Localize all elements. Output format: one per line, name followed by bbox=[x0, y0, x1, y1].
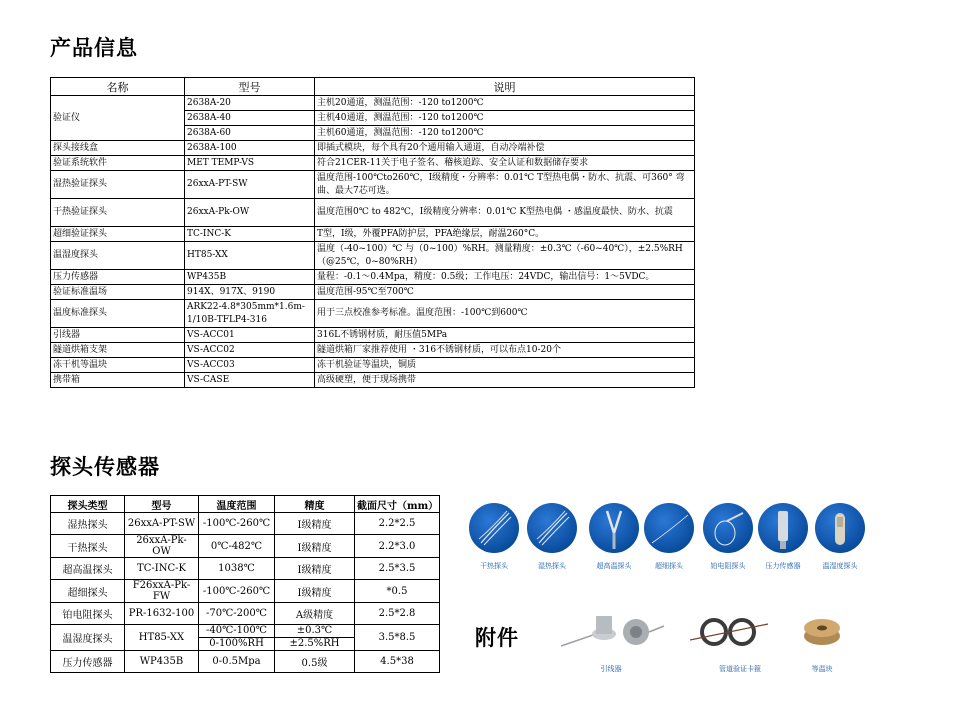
cell-range: -40℃-100℃ bbox=[199, 625, 275, 638]
cell-desc: 高级硬塑，便于现场携带 bbox=[315, 373, 695, 388]
pipe-clamp-icon bbox=[690, 614, 770, 652]
table-row bbox=[51, 270, 695, 285]
cell-model: 26xxA-Pk-OW bbox=[185, 199, 315, 227]
table-row bbox=[51, 558, 440, 580]
table-row bbox=[51, 285, 695, 300]
table-row bbox=[51, 513, 440, 535]
cell-type: 超细探头 bbox=[51, 580, 125, 603]
table-row bbox=[51, 373, 695, 388]
cell-desc: 即插式模块，每个具有20个通用输入通道，自动冷端补偿 bbox=[315, 141, 695, 156]
cell-model: VS-CASE bbox=[185, 373, 315, 388]
probe-caption: 湿热探头 bbox=[538, 562, 566, 570]
cell-desc: 主机60通道，测温范围：-120 to1200℃ bbox=[315, 126, 695, 141]
cell-model: 26xxA-Pk-OW bbox=[125, 535, 199, 558]
header-desc: 说明 bbox=[315, 78, 695, 96]
cell-type: 超高温探头 bbox=[51, 558, 125, 580]
cell-name: 温湿度探头 bbox=[51, 242, 185, 270]
isothermal-block-icon bbox=[800, 614, 844, 652]
table-row bbox=[51, 199, 695, 227]
cell-model: PR-1632-100 bbox=[125, 603, 199, 625]
cell-desc: T型，I级，外覆PFA防护层，PFA绝缘层，耐温260°C。 bbox=[315, 227, 695, 242]
cell-desc: 主机20通道，测温范围：-120 to1200℃ bbox=[315, 96, 695, 111]
probe-image-6 bbox=[815, 503, 865, 553]
probe-caption: 超细探头 bbox=[655, 562, 683, 570]
cell-accuracy-2: ±2.5%RH bbox=[275, 638, 355, 651]
cell-name: 携带箱 bbox=[51, 373, 185, 388]
cell-model: WP435B bbox=[125, 651, 199, 673]
cell-desc: 温度范围-95℃至700℃ bbox=[315, 285, 695, 300]
table-row bbox=[51, 603, 440, 625]
cell-desc: 用于三点校准参考标准。温度范围：-100℃到600℃ bbox=[315, 300, 695, 328]
cell-range: -70℃-200℃ bbox=[199, 603, 275, 625]
cell-size: 2.5*2.8 bbox=[355, 603, 440, 625]
probe-image-1 bbox=[527, 503, 577, 553]
cell-size: *0.5 bbox=[355, 580, 440, 603]
cell-size: 4.5*38 bbox=[355, 651, 440, 673]
probe-image-4 bbox=[703, 503, 753, 553]
cell-model: WP435B bbox=[185, 270, 315, 285]
table-row bbox=[51, 358, 695, 373]
cell-accuracy: ±0.3℃ bbox=[275, 625, 355, 638]
probe-header-type: 探头类型 bbox=[51, 496, 125, 513]
cell-model: 2638A-60 bbox=[185, 126, 315, 141]
cell-size: 2.2*2.5 bbox=[355, 513, 440, 535]
cell-desc: 符合21CER-11关于电子签名、稽核追踪、安全认证和数据储存要求 bbox=[315, 156, 695, 171]
cell-accuracy: 0.5级 bbox=[275, 651, 355, 673]
cell-desc: 隧道烘箱厂家推荐使用 ・316不锈钢材质，可以布点10-20个 bbox=[315, 343, 695, 358]
cell-name: 干热验证探头 bbox=[51, 199, 185, 227]
cell-range: 1038℃ bbox=[199, 558, 275, 580]
cell-name: 湿热验证探头 bbox=[51, 171, 185, 199]
cell-name: 超细验证探头 bbox=[51, 227, 185, 242]
cell-accuracy: I级精度 bbox=[275, 558, 355, 580]
cell-desc: 温度（-40~100）℃ 与（0~100）%RH。测量精度：±0.3℃（-60~40℃），±2.5%RH（@25℃，0~80%RH） bbox=[315, 242, 695, 270]
probe-caption: 超高温探头 bbox=[596, 562, 632, 570]
probe-header-model: 型号 bbox=[125, 496, 199, 513]
probe-image-0 bbox=[469, 503, 519, 553]
cell-name: 隧道烘箱支架 bbox=[51, 343, 185, 358]
cell-type: 铂电阻探头 bbox=[51, 603, 125, 625]
cell-model: VS-ACC02 bbox=[185, 343, 315, 358]
cell-model: 26xxA-PT-SW bbox=[185, 171, 315, 199]
cell-accuracy: I级精度 bbox=[275, 513, 355, 535]
cell-model: MET TEMP-VS bbox=[185, 156, 315, 171]
cell-model: VS-ACC01 bbox=[185, 328, 315, 343]
cell-accuracy: I级精度 bbox=[275, 580, 355, 603]
cell-name: 引线器 bbox=[51, 328, 185, 343]
cell-desc: 量程：-0.1～0.4Mpa，精度：0.5级；工作电压：24VDC，输出信号：1～5VDC。 bbox=[315, 270, 695, 285]
cell-size: 2.5*3.5 bbox=[355, 558, 440, 580]
cell-range: -100℃-260℃ bbox=[199, 513, 275, 535]
probe-image-5 bbox=[758, 503, 808, 553]
cell-model: TC-INC-K bbox=[185, 227, 315, 242]
probe-header-range: 温度范围 bbox=[199, 496, 275, 513]
cell-desc: 温度范围-100℃to260℃，I级精度・分辨率：0.01℃ T型热电偶・防水、抗震、可360° 弯曲、最大7芯可选。 bbox=[315, 171, 695, 199]
cell-type: 湿热探头 bbox=[51, 513, 125, 535]
probe-caption: 压力传感器 bbox=[765, 562, 801, 570]
cell-model: F26xxA-Pk-FW bbox=[125, 580, 199, 603]
probe-image-2 bbox=[589, 503, 639, 553]
table-row bbox=[51, 227, 695, 242]
cell-range-2: 0-100%RH bbox=[199, 638, 275, 651]
cell-accuracy: I级精度 bbox=[275, 535, 355, 558]
cell-range: 0-0.5Mpa bbox=[199, 651, 275, 673]
table-row bbox=[51, 96, 695, 111]
table-row bbox=[51, 141, 695, 156]
header-model: 型号 bbox=[185, 78, 315, 96]
cell-name: 验证仪 bbox=[51, 96, 185, 141]
cell-range: 0℃-482℃ bbox=[199, 535, 275, 558]
probe-caption: 干热探头 bbox=[480, 562, 508, 570]
cell-desc: 主机40通道，测温范围：-120 to1200℃ bbox=[315, 111, 695, 126]
accessory-caption: 引线器 bbox=[600, 665, 622, 673]
cell-name: 冻干机等温块 bbox=[51, 358, 185, 373]
table-row bbox=[51, 580, 440, 603]
cell-name: 验证系统软件 bbox=[51, 156, 185, 171]
cell-model: 26xxA-PT-SW bbox=[125, 513, 199, 535]
cell-desc: 温度范围0℃ to 482℃，I级精度分辨率：0.01℃ K型热电偶 ・感温度最快、防水、抗震 bbox=[315, 199, 695, 227]
cell-model: HT85-XX bbox=[185, 242, 315, 270]
product-info-table bbox=[50, 77, 695, 388]
table-row bbox=[51, 343, 695, 358]
cell-name: 压力传感器 bbox=[51, 270, 185, 285]
cell-name: 温度标准探头 bbox=[51, 300, 185, 328]
table-row bbox=[51, 171, 695, 199]
probe-caption: 温湿度探头 bbox=[822, 562, 858, 570]
table-row bbox=[51, 625, 440, 638]
accessory-caption: 管道验证卡箍 bbox=[719, 665, 761, 673]
cell-model: HT85-XX bbox=[125, 625, 199, 651]
cell-model: 2638A-100 bbox=[185, 141, 315, 156]
probe-header-accuracy: 精度 bbox=[275, 496, 355, 513]
cell-size: 3.5*8.5 bbox=[355, 625, 440, 651]
accessory-caption: 等温块 bbox=[811, 665, 833, 673]
cell-model: VS-ACC03 bbox=[185, 358, 315, 373]
cell-accuracy: A级精度 bbox=[275, 603, 355, 625]
table-row bbox=[51, 242, 695, 270]
cell-model: 2638A-40 bbox=[185, 111, 315, 126]
probe-sensor-table bbox=[50, 495, 440, 673]
cell-desc: 316L不锈钢材质，耐压值5MPa bbox=[315, 328, 695, 343]
probe-caption: 铂电阻探头 bbox=[710, 562, 746, 570]
cell-size: 2.2*3.0 bbox=[355, 535, 440, 558]
feedthrough-icon bbox=[556, 608, 666, 656]
header-name: 名称 bbox=[51, 78, 185, 96]
table-row bbox=[51, 156, 695, 171]
cell-desc: 冻干机验证等温块，铜质 bbox=[315, 358, 695, 373]
cell-model: TC-INC-K bbox=[125, 558, 199, 580]
cell-name: 探头接线盒 bbox=[51, 141, 185, 156]
table-row bbox=[51, 300, 695, 328]
cell-model: 914X、917X、9190 bbox=[185, 285, 315, 300]
product-info-title: 产品信息 bbox=[50, 36, 138, 60]
table-row bbox=[51, 328, 695, 343]
cell-type: 干热探头 bbox=[51, 535, 125, 558]
cell-model: 2638A-20 bbox=[185, 96, 315, 111]
accessories-title: 附件 bbox=[475, 626, 519, 650]
cell-range: -100℃-260℃ bbox=[199, 580, 275, 603]
table-row bbox=[51, 535, 440, 558]
probe-image-3 bbox=[644, 503, 694, 553]
probe-sensor-title: 探头传感器 bbox=[50, 455, 160, 479]
cell-name: 验证标准温场 bbox=[51, 285, 185, 300]
probe-header-size: 截面尺寸（mm） bbox=[355, 496, 440, 513]
table-row bbox=[51, 651, 440, 673]
cell-type: 压力传感器 bbox=[51, 651, 125, 673]
cell-model: ARK22-4.8*305mm*1.6m-1/10B-TFLP4-316 bbox=[185, 300, 315, 328]
cell-type: 温湿度探头 bbox=[51, 625, 125, 651]
